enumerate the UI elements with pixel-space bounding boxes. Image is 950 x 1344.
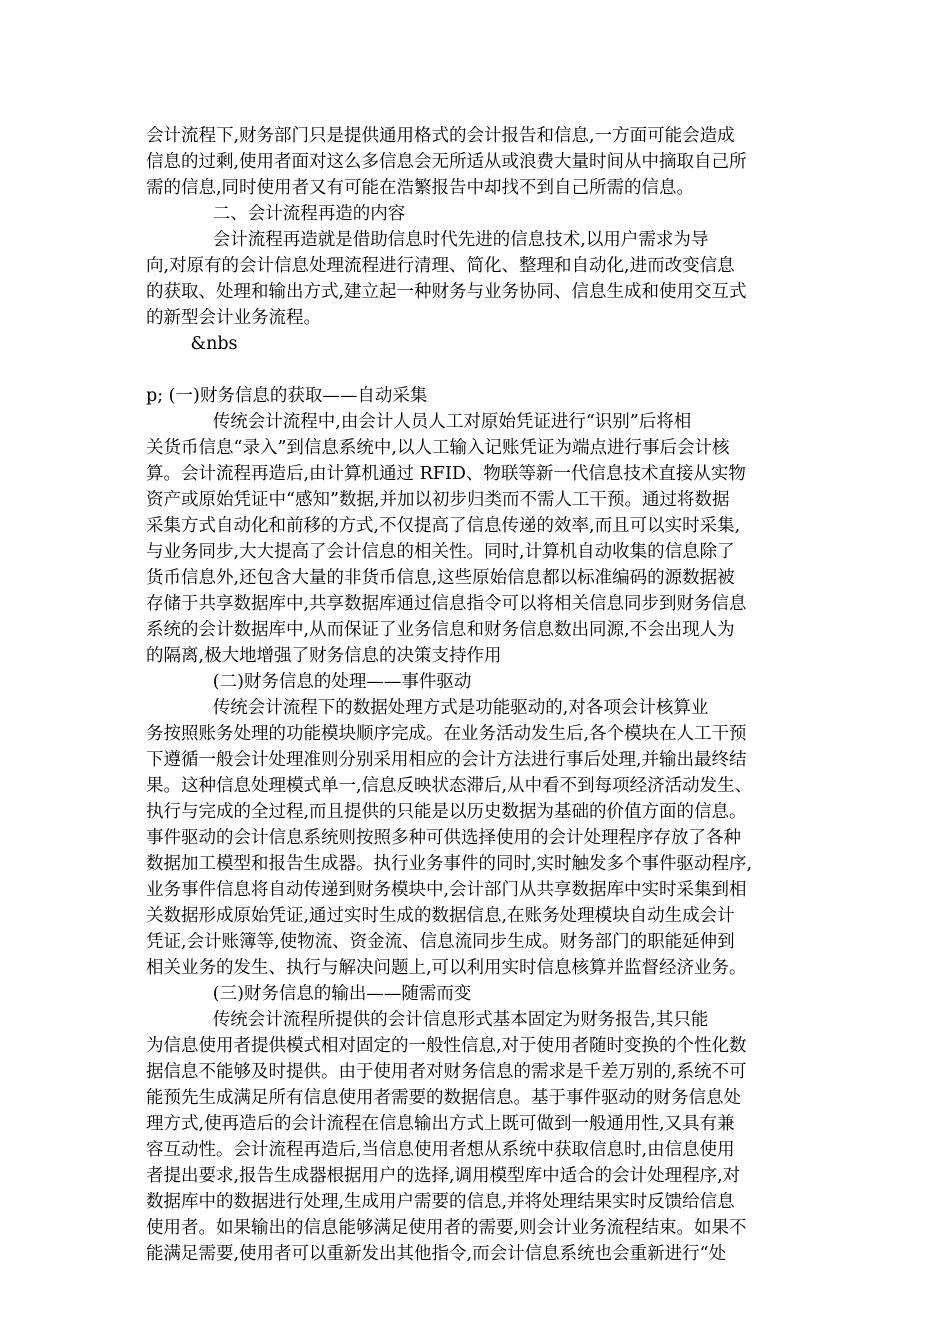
text-line: 据信息不能够及时提供。由于使用者对财务信息的需求是千差万别的,系统不可 (146, 1062, 747, 1082)
text-line: 信息的过剩,使用者面对这么多信息会无所适从或浪费大量时间从中摘取自己所 (146, 152, 747, 172)
text-line: 资产或原始凭证中“感知”数据,并加以初步归类而不需人工干预。通过将数据 (146, 490, 730, 510)
text-line: 传统会计流程所提供的会计信息形式基本固定为财务报告,其只能 (146, 1010, 709, 1030)
text-line: &nbs (146, 334, 238, 354)
text-line: 务按照账务处理的功能模块顺序完成。在业务活动发生后,各个模块在人工干预 (146, 724, 747, 744)
subsection-heading: (二)财务信息的处理——事件驱动 (146, 672, 472, 692)
text-line: 能满足需要,使用者可以重新发出其他指令,而会计信息系统也会重新进行“处 (146, 1244, 727, 1264)
text-line: 传统会计流程中,由会计人员人工对原始凭证进行“识别”后将相 (146, 412, 692, 432)
text-line: 相关业务的发生、执行与解决问题上,可以利用实时信息核算并监督经济业务。 (146, 958, 747, 978)
text-line: 需的信息,同时使用者又有可能在浩繁报告中却找不到自己所需的信息。 (146, 178, 695, 198)
text-line: 关数据形成原始凭证,通过实时生成的数据信息,在账务处理模块自动生成会计 (146, 906, 735, 926)
text-line: 存储于共享数据库中,共享数据库通过信息指令可以将相关信息同步到财务信息 (146, 594, 747, 614)
text-line: 传统会计流程下的数据处理方式是功能驱动的,对各项会计核算业 (146, 698, 709, 718)
text-line: 为信息使用者提供模式相对固定的一般性信息,对于使用者随时变换的个性化数 (146, 1036, 747, 1056)
text-line: 事件驱动的会计信息系统则按照多种可供选择使用的会计处理程序存放了各种 (146, 828, 741, 848)
text-line: 的新型会计业务流程。 (146, 308, 321, 328)
text-line: 系统的会计数据库中,从而保证了业务信息和财务信息数出同源,不会出现人为 (146, 620, 735, 640)
text-line: 算。会计流程再造后,由计算机通过 RFID、物联等新一代信息技术直接从实物 (146, 464, 746, 484)
text-line: 执行与完成的全过程,而且提供的只能是以历史数据为基础的价值方面的信息。 (146, 802, 747, 822)
subsection-heading: (三)财务信息的输出——随需而变 (146, 984, 472, 1004)
text-line: 下遵循一般会计处理准则分别采用相应的会计方法进行事后处理,并输出最终结 (146, 750, 747, 770)
text-line: 使用者。如果输出的信息能够满足使用者的需要,则会计业务流程结束。如果不 (146, 1218, 747, 1238)
text-line: 业务事件信息将自动传递到财务模块中,会计部门从共享数据库中实时采集到相 (146, 880, 747, 900)
text-line: 向,对原有的会计信息处理流程进行清理、简化、整理和自动化,进而改变信息 (146, 256, 735, 276)
text-line: 果。这种信息处理模式单一,信息反映状态滞后,从中看不到每项经济活动发生、 (146, 776, 753, 796)
text-line: 会计流程再造就是借助信息时代先进的信息技术,以用户需求为导 (146, 230, 709, 250)
text-line: 采集方式自动化和前移的方式,不仅提高了信息传递的效率,而且可以实时采集, (146, 516, 741, 536)
document-page (146, 123, 814, 1267)
text-line: 凭证,会计账簿等,使物流、资金流、信息流同步生成。财务部门的职能延伸到 (146, 932, 735, 952)
blank-line (146, 357, 814, 383)
text-line: 容互动性。会计流程再造后,当信息使用者想从系统中获取信息时,由信息使用 (146, 1140, 735, 1160)
text-line: 数据加工模型和报告生成器。执行业务事件的同时,实时触发多个事件驱动程序, (146, 854, 753, 874)
text-line: 者提出要求,报告生成器根据用户的选择,调用模型库中适合的会计处理程序,对 (146, 1166, 741, 1186)
text-line: 能预先生成满足所有信息使用者需要的数据信息。基于事件驱动的财务信息处 (146, 1088, 741, 1108)
text-line: 关货币信息“录入”到信息系统中,以人工输入记账凭证为端点进行事后会计核 (146, 438, 730, 458)
text-line: 理方式,使再造后的会计流程在信息输出方式上既可做到一般通用性,又具有兼 (146, 1114, 735, 1134)
section-heading: 二、会计流程再造的内容 (146, 204, 406, 224)
text-line: 与业务同步,大大提高了会计信息的相关性。同时,计算机自动收集的信息除了 (146, 542, 735, 562)
text-line: 会计流程下,财务部门只是提供通用格式的会计报告和信息,一方面可能会造成 (146, 126, 735, 146)
text-line: 的隔离,极大地增强了财务信息的决策支持作用 (146, 646, 502, 666)
subsection-heading: p; (一)财务信息的获取——自动采集 (146, 386, 428, 406)
text-line: 的获取、处理和输出方式,建立起一种财务与业务协同、信息生成和使用交互式 (146, 282, 747, 302)
text-line: 数据库中的数据进行处理,生成用户需要的信息,并将处理结果实时反馈给信息 (146, 1192, 735, 1212)
text-line: 货币信息外,还包含大量的非货币信息,这些原始信息都以标准编码的源数据被 (146, 568, 735, 588)
